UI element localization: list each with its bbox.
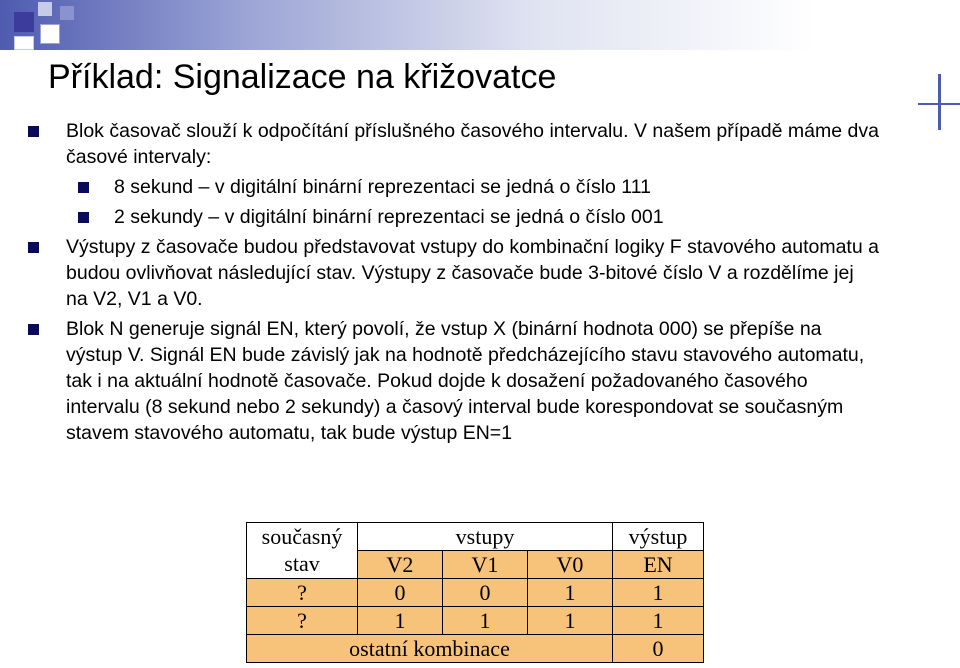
square-bullet-icon <box>28 324 39 335</box>
square-bullet-icon <box>78 212 89 223</box>
table-cell: 1 <box>358 607 443 635</box>
bullet-text: časové intervaly: <box>66 146 212 168</box>
table-row-other <box>247 635 704 663</box>
header-gradient-band <box>0 0 960 50</box>
decorative-square <box>14 12 34 32</box>
header-v1: V1 <box>443 551 528 579</box>
header-current-state: současný <box>247 523 358 551</box>
bullet-text: budou ovlivňovat následující stav. Výstupy z časovače bude 3-bitové číslo V a rozdělíme jej <box>66 262 854 284</box>
decorative-square <box>14 36 34 50</box>
bullet-text: na V2, V1 a V0. <box>66 288 203 310</box>
bullet-text: Výstupy z časovače budou představovat vstupy do kombinační logiky F stavového automatu a <box>66 236 879 258</box>
table-cell: ? <box>247 607 358 635</box>
table-cell: 1 <box>443 607 528 635</box>
bullet-timer <box>0 118 960 170</box>
truth-table <box>246 522 704 663</box>
bullet-text: tak i na aktuální hodnotě časovače. Pokud dojde k dosažení požadovaného časového <box>66 370 808 392</box>
header-v0: V0 <box>528 551 613 579</box>
table-row <box>247 607 704 635</box>
table-cell: 0 <box>613 635 704 663</box>
bullet-text: Blok časovač slouží k odpočítání příslušného časového intervalu. V našem případě máme dva <box>66 120 879 142</box>
decorative-square <box>60 6 74 20</box>
table-row <box>247 579 704 607</box>
sub-bullet-8s <box>0 174 960 200</box>
corner-line-horizontal <box>918 103 960 105</box>
table-header-row <box>247 523 704 551</box>
header-en: EN <box>613 551 704 579</box>
other-combinations-label: ostatní kombinace <box>247 635 613 663</box>
square-bullet-icon <box>78 182 89 193</box>
square-bullet-icon <box>28 126 39 137</box>
table-subheader-row <box>247 551 704 579</box>
header-inputs: vstupy <box>358 523 613 551</box>
slide-body <box>0 118 960 446</box>
sub-bullet-text: 2 sekundy – v digitální binární reprezentaci se jedná o číslo 001 <box>114 206 664 228</box>
decorative-square <box>40 24 60 44</box>
table-cell: ? <box>247 579 358 607</box>
table-cell: 1 <box>528 607 613 635</box>
bullet-text: výstup V. Signál EN bude závislý jak na hodnotě předcházejícího stavu stavového automatu, <box>66 344 865 366</box>
decorative-square <box>38 2 52 16</box>
square-bullet-icon <box>28 242 39 253</box>
header-output: výstup <box>613 523 704 551</box>
table-cell: 1 <box>528 579 613 607</box>
bullet-timer-outputs <box>0 234 960 312</box>
table-cell: 0 <box>358 579 443 607</box>
slide-title: Příklad: Signalizace na křižovatce <box>48 58 557 96</box>
table-cell: 1 <box>613 579 704 607</box>
sub-bullet-2s <box>0 204 960 230</box>
header-state: stav <box>247 551 358 579</box>
sub-bullet-text: 8 sekund – v digitální binární reprezentaci se jedná o číslo 111 <box>114 176 651 198</box>
bullet-text: stavem stavového automatu, tak bude výstup EN=1 <box>66 422 513 444</box>
bullet-block-n <box>0 316 960 446</box>
table-cell: 0 <box>443 579 528 607</box>
bullet-text: intervalu (8 sekund nebo 2 sekundy) a časový interval bude korespondovat se současným <box>66 396 844 418</box>
table-cell: 1 <box>613 607 704 635</box>
header-v2: V2 <box>358 551 443 579</box>
bullet-text: Blok N generuje signál EN, který povolí, že vstup X (binární hodnota 000) se přepíše na <box>66 318 822 340</box>
